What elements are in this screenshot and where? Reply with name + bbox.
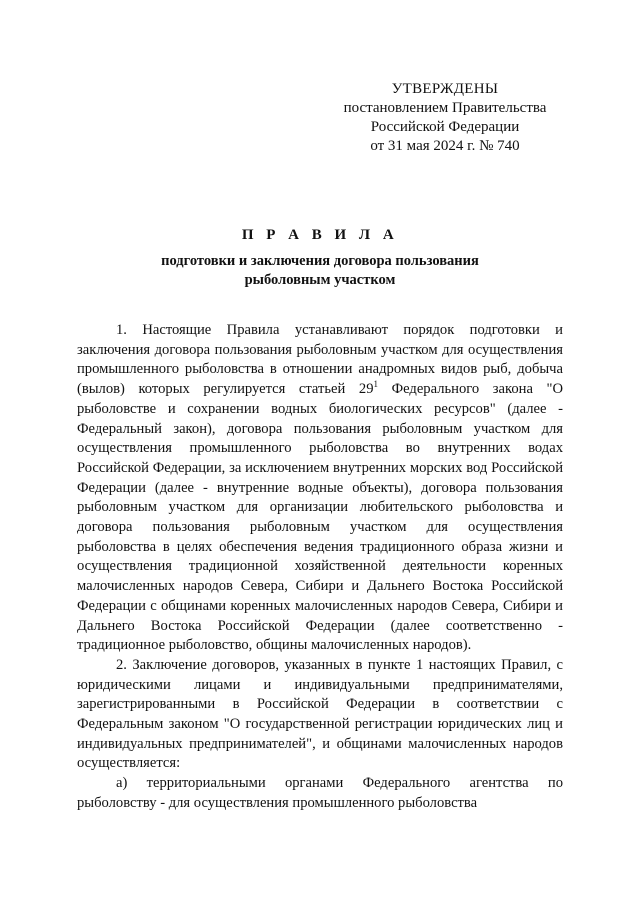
approval-line-2: Российской Федерации [370,119,520,135]
subtitle-line-1: подготовки и заключения договора пользования [161,253,479,269]
paragraph-2a: а) территориальными органами Федерального агентства по рыболовству - для осуществления промышленного рыболовства [77,775,563,811]
approval-line-1: постановлением Правительства [343,100,547,116]
approval-line-3: от 31 мая 2024 г. № 740 [370,138,520,154]
document-title: П Р А В И Л А [241,227,399,243]
paragraph-1-text-a: 1. Настоящие Правила устанавливают порядок подготовки и заключения договора пользования рыболовным участком для осуществления промышленного рыболовства в отношении анадромных видов рыб, добыча (вылов) которых регулируется статьей 29 [77,322,563,398]
paragraph-2: 2. Заключение договоров, указанных в пункте 1 настоящих Правил, с юридическими лицами и индивидуальными предпринимателями, зарегистрированными в Российской Федерации в соответствии с Федеральным законом "О государственной регистрации юридических лиц и индивидуальных предпринимателей", и общинами малочисленных народов осуществляется: [77,656,563,772]
paragraph-1-text-b: Федерального закона "О рыболовстве и сохранении водных биологических ресурсов" (далее - Федеральный закон), договора пользования рыболовным участком для осуществления промышленного рыболовства во внутренних водах Российской Федерации, за исключением внутренних морских вод Российской Федерации (далее - внутренние водные объекты), договора пользования рыболовным участком для организации любительского рыболовства и договора пользования рыболовным участком для осуществления рыболовства в целях обеспечения ведения традиционного образа жизни и осуществления традиционной хозяйственной деятельности коренных малочисленных народов Севера, Сибири и Дальнего Востока Российской Федерации с общинами коренных малочисленных народов Севера, Сибири и Дальнего Востока Российской Федерации (далее соответственно - традиционное рыболовство, общины малочисленных народов). [77,381,563,654]
approval-stamp [330,80,560,156]
subtitle-line-2: рыболовным участком [244,272,396,288]
article-superscript: 1 [373,379,379,390]
approval-heading: УТВЕРЖДЕНЫ [391,81,499,97]
document-body [77,321,563,814]
paragraph-1 [77,321,563,656]
document-subtitle [0,252,640,290]
